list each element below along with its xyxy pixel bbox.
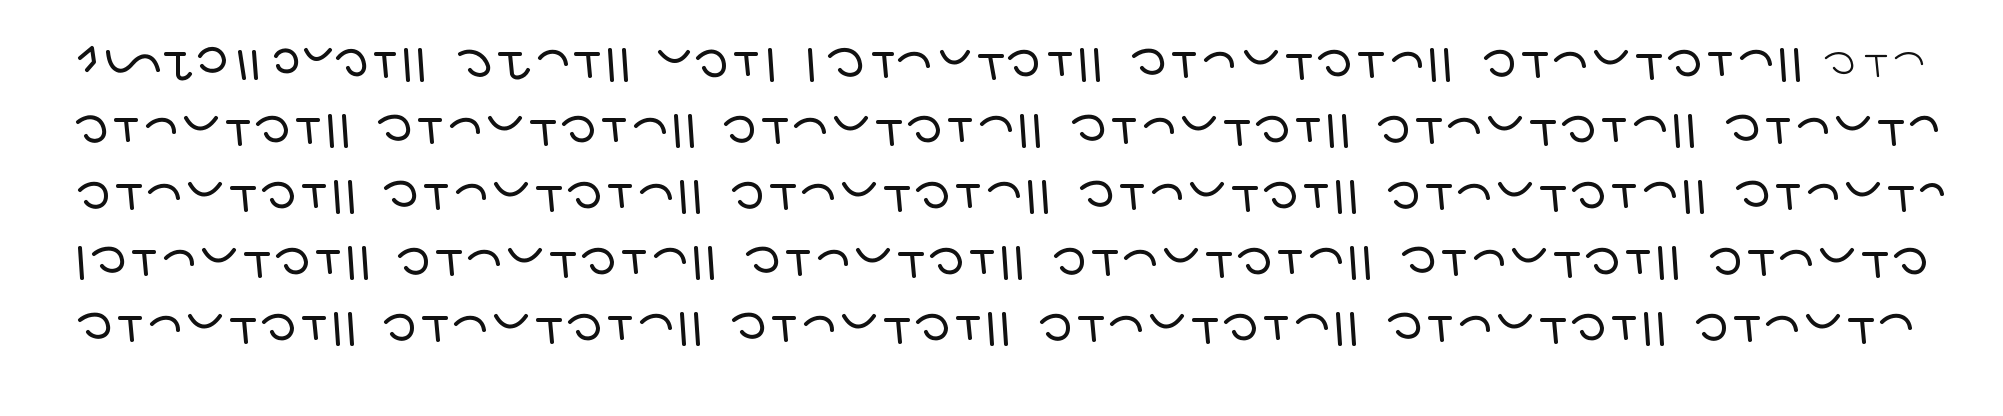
handwritten-line-1 xyxy=(70,36,1950,94)
handwritten-line-4 xyxy=(70,234,1950,292)
manuscript-line-1 xyxy=(70,36,1950,94)
manuscript-line-3 xyxy=(70,168,1950,226)
manuscript-line-2 xyxy=(70,102,1950,160)
handwritten-line-2 xyxy=(70,102,1950,160)
tibetan-manuscript-page xyxy=(70,36,1950,396)
handwritten-line-5 xyxy=(70,300,1950,358)
handwritten-line-3 xyxy=(70,168,1950,226)
manuscript-line-5 xyxy=(70,300,1950,358)
manuscript-line-4 xyxy=(70,234,1950,292)
